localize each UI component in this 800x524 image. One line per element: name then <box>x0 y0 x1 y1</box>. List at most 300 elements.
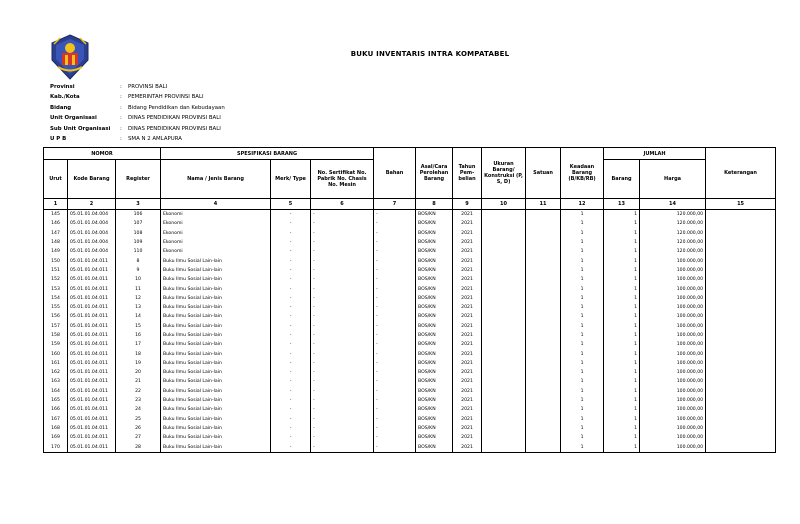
cell-ukuran <box>482 303 526 312</box>
table-row <box>44 247 776 256</box>
cell-nama-barang: Buku Ilmu Sosial Lain-lain <box>161 266 271 275</box>
cell-urut: 155 <box>44 303 68 312</box>
cell-keterangan <box>706 415 776 424</box>
column-number: 10 <box>482 199 526 210</box>
cell-harga: 100.000,00 <box>640 377 706 386</box>
cell-keadaan: 1 <box>561 359 604 368</box>
cell-register: 15 <box>116 322 161 331</box>
cell-register: 8 <box>116 256 161 265</box>
cell-nama-barang: Buku Ilmu Sosial Lain-lain <box>161 340 271 349</box>
cell-satuan <box>526 405 561 414</box>
cell-kode-barang: 05.01.01.04.004 <box>68 229 116 238</box>
cell-urut: 164 <box>44 387 68 396</box>
cell-satuan <box>526 340 561 349</box>
cell-ukuran <box>482 433 526 442</box>
cell-bahan: - <box>374 275 416 284</box>
cell-tahun: 2021 <box>453 247 482 256</box>
cell-bahan: - <box>374 442 416 452</box>
cell-satuan <box>526 396 561 405</box>
cell-ukuran <box>482 424 526 433</box>
info-row <box>50 92 225 102</box>
cell-asal: BOS/KN <box>416 256 453 265</box>
cell-kode-barang: 05.01.01.04.011 <box>68 331 116 340</box>
cell-tahun: 2021 <box>453 396 482 405</box>
cell-tahun: 2021 <box>453 266 482 275</box>
cell-satuan <box>526 284 561 293</box>
cell-ukuran <box>482 349 526 358</box>
header-keterangan: Keterangan <box>706 148 776 199</box>
column-number: 13 <box>604 199 640 210</box>
cell-kode-barang: 05.01.01.04.011 <box>68 256 116 265</box>
cell-keterangan <box>706 247 776 256</box>
table-row <box>44 256 776 265</box>
cell-keterangan <box>706 229 776 238</box>
column-number: 1 <box>44 199 68 210</box>
cell-asal: BOS/KN <box>416 415 453 424</box>
cell-sertifikat: - <box>311 442 374 452</box>
cell-urut: 158 <box>44 331 68 340</box>
cell-urut: 166 <box>44 405 68 414</box>
cell-keterangan <box>706 359 776 368</box>
cell-barang: 1 <box>604 405 640 414</box>
cell-sertifikat: - <box>311 256 374 265</box>
cell-asal: BOS/KN <box>416 312 453 321</box>
table-row <box>44 210 776 220</box>
document-info <box>50 82 225 144</box>
cell-asal: BOS/KN <box>416 210 453 220</box>
column-number: 15 <box>706 199 776 210</box>
cell-urut: 153 <box>44 284 68 293</box>
cell-sertifikat: - <box>311 284 374 293</box>
info-separator: : <box>120 104 122 111</box>
cell-nama-barang: Buku Ilmu Sosial Lain-lain <box>161 368 271 377</box>
header-jumlah: JUMLAH <box>604 148 706 160</box>
cell-satuan <box>526 210 561 220</box>
cell-kode-barang: 05.01.01.04.011 <box>68 303 116 312</box>
cell-keterangan <box>706 219 776 228</box>
cell-urut: 156 <box>44 312 68 321</box>
cell-barang: 1 <box>604 284 640 293</box>
cell-ukuran <box>482 396 526 405</box>
cell-urut: 157 <box>44 322 68 331</box>
cell-tahun: 2021 <box>453 238 482 247</box>
cell-kode-barang: 05.01.01.04.011 <box>68 312 116 321</box>
info-row <box>50 113 225 123</box>
cell-register: 17 <box>116 340 161 349</box>
cell-barang: 1 <box>604 210 640 220</box>
cell-barang: 1 <box>604 396 640 405</box>
cell-barang: 1 <box>604 433 640 442</box>
cell-keadaan: 1 <box>561 247 604 256</box>
table-row <box>44 294 776 303</box>
cell-asal: BOS/KN <box>416 424 453 433</box>
cell-merk: - <box>271 405 311 414</box>
cell-asal: BOS/KN <box>416 331 453 340</box>
column-number: 5 <box>271 199 311 210</box>
table-row <box>44 396 776 405</box>
cell-bahan: - <box>374 284 416 293</box>
cell-tahun: 2021 <box>453 442 482 452</box>
cell-barang: 1 <box>604 387 640 396</box>
cell-nama-barang: Buku Ilmu Sosial Lain-lain <box>161 256 271 265</box>
cell-kode-barang: 05.01.01.04.011 <box>68 377 116 386</box>
cell-ukuran <box>482 284 526 293</box>
cell-kode-barang: 05.01.01.04.011 <box>68 340 116 349</box>
cell-sertifikat: - <box>311 359 374 368</box>
cell-bahan: - <box>374 312 416 321</box>
cell-keadaan: 1 <box>561 415 604 424</box>
cell-nama-barang: Buku Ilmu Sosial Lain-lain <box>161 405 271 414</box>
cell-bahan: - <box>374 331 416 340</box>
cell-urut: 170 <box>44 442 68 452</box>
cell-satuan <box>526 247 561 256</box>
cell-barang: 1 <box>604 256 640 265</box>
cell-tahun: 2021 <box>453 322 482 331</box>
info-label: Unit Organisasi <box>50 115 97 122</box>
cell-satuan <box>526 238 561 247</box>
cell-keterangan <box>706 210 776 220</box>
cell-sertifikat: - <box>311 247 374 256</box>
cell-urut: 165 <box>44 396 68 405</box>
cell-kode-barang: 05.01.01.04.011 <box>68 368 116 377</box>
table-row <box>44 377 776 386</box>
info-label: Provinsi <box>50 84 75 90</box>
cell-register: 26 <box>116 424 161 433</box>
cell-asal: BOS/KN <box>416 340 453 349</box>
cell-nama-barang: Ekonomi <box>161 238 271 247</box>
cell-tahun: 2021 <box>453 368 482 377</box>
table-row <box>44 322 776 331</box>
cell-merk: - <box>271 256 311 265</box>
cell-ukuran <box>482 256 526 265</box>
cell-harga: 100.000,00 <box>640 284 706 293</box>
cell-harga: 100.000,00 <box>640 424 706 433</box>
cell-register: 25 <box>116 415 161 424</box>
cell-sertifikat: - <box>311 405 374 414</box>
cell-sertifikat: - <box>311 396 374 405</box>
cell-ukuran <box>482 294 526 303</box>
cell-ukuran <box>482 368 526 377</box>
column-number: 7 <box>374 199 416 210</box>
cell-tahun: 2021 <box>453 256 482 265</box>
table-row <box>44 238 776 247</box>
cell-asal: BOS/KN <box>416 396 453 405</box>
cell-barang: 1 <box>604 368 640 377</box>
table-row <box>44 284 776 293</box>
cell-register: 9 <box>116 266 161 275</box>
cell-keterangan <box>706 312 776 321</box>
cell-keterangan <box>706 238 776 247</box>
cell-bahan: - <box>374 210 416 220</box>
header-nama-barang: Nama / Jenis Barang <box>161 160 271 199</box>
header-kode-barang: Kode Barang <box>68 160 116 199</box>
cell-barang: 1 <box>604 377 640 386</box>
cell-bahan: - <box>374 294 416 303</box>
cell-keadaan: 1 <box>561 284 604 293</box>
cell-barang: 1 <box>604 229 640 238</box>
cell-harga: 100.000,00 <box>640 322 706 331</box>
cell-harga: 100.000,00 <box>640 442 706 452</box>
cell-merk: - <box>271 377 311 386</box>
cell-merk: - <box>271 219 311 228</box>
cell-harga: 120.000,00 <box>640 219 706 228</box>
cell-tahun: 2021 <box>453 219 482 228</box>
cell-harga: 100.000,00 <box>640 266 706 275</box>
cell-urut: 145 <box>44 210 68 220</box>
cell-bahan: - <box>374 396 416 405</box>
cell-nama-barang: Buku Ilmu Sosial Lain-lain <box>161 359 271 368</box>
info-value: DINAS PENDIDIKAN PROVINSI BALI <box>128 115 221 122</box>
cell-tahun: 2021 <box>453 331 482 340</box>
cell-tahun: 2021 <box>453 303 482 312</box>
cell-keadaan: 1 <box>561 229 604 238</box>
cell-kode-barang: 05.01.01.04.011 <box>68 359 116 368</box>
cell-sertifikat: - <box>311 210 374 220</box>
column-number: 4 <box>161 199 271 210</box>
table-row <box>44 424 776 433</box>
cell-asal: BOS/KN <box>416 349 453 358</box>
cell-register: 19 <box>116 359 161 368</box>
cell-kode-barang: 05.01.01.04.011 <box>68 294 116 303</box>
cell-satuan <box>526 229 561 238</box>
cell-keadaan: 1 <box>561 256 604 265</box>
column-number: 12 <box>561 199 604 210</box>
cell-ukuran <box>482 275 526 284</box>
cell-satuan <box>526 377 561 386</box>
cell-barang: 1 <box>604 275 640 284</box>
cell-harga: 100.000,00 <box>640 396 706 405</box>
cell-keadaan: 1 <box>561 219 604 228</box>
cell-keterangan <box>706 405 776 414</box>
cell-bahan: - <box>374 247 416 256</box>
cell-keadaan: 1 <box>561 405 604 414</box>
cell-bahan: - <box>374 266 416 275</box>
cell-ukuran <box>482 359 526 368</box>
cell-keterangan <box>706 368 776 377</box>
cell-nama-barang: Buku Ilmu Sosial Lain-lain <box>161 415 271 424</box>
column-number: 3 <box>116 199 161 210</box>
cell-harga: 100.000,00 <box>640 368 706 377</box>
info-row <box>50 103 225 113</box>
info-value: DINAS PENDIDIKAN PROVINSI BALI <box>128 125 221 132</box>
cell-urut: 151 <box>44 266 68 275</box>
cell-tahun: 2021 <box>453 424 482 433</box>
cell-sertifikat: - <box>311 312 374 321</box>
cell-keterangan <box>706 275 776 284</box>
table-row <box>44 405 776 414</box>
table-row <box>44 359 776 368</box>
cell-kode-barang: 05.01.01.04.011 <box>68 424 116 433</box>
cell-sertifikat: - <box>311 331 374 340</box>
cell-merk: - <box>271 396 311 405</box>
cell-asal: BOS/KN <box>416 229 453 238</box>
cell-merk: - <box>271 238 311 247</box>
cell-merk: - <box>271 340 311 349</box>
cell-satuan <box>526 387 561 396</box>
table-row <box>44 266 776 275</box>
cell-kode-barang: 05.01.01.04.004 <box>68 219 116 228</box>
cell-keadaan: 1 <box>561 238 604 247</box>
cell-urut: 149 <box>44 247 68 256</box>
cell-sertifikat: - <box>311 433 374 442</box>
cell-kode-barang: 05.01.01.04.011 <box>68 396 116 405</box>
cell-merk: - <box>271 284 311 293</box>
cell-keadaan: 1 <box>561 303 604 312</box>
column-number: 2 <box>68 199 116 210</box>
cell-urut: 147 <box>44 229 68 238</box>
table-row <box>44 415 776 424</box>
cell-register: 21 <box>116 377 161 386</box>
cell-asal: BOS/KN <box>416 294 453 303</box>
cell-nama-barang: Ekonomi <box>161 247 271 256</box>
cell-tahun: 2021 <box>453 275 482 284</box>
cell-sertifikat: - <box>311 303 374 312</box>
cell-ukuran <box>482 210 526 220</box>
cell-asal: BOS/KN <box>416 377 453 386</box>
table-row <box>44 229 776 238</box>
cell-barang: 1 <box>604 247 640 256</box>
cell-merk: - <box>271 331 311 340</box>
cell-register: 28 <box>116 442 161 452</box>
info-separator: : <box>120 94 122 101</box>
cell-harga: 120.000,00 <box>640 238 706 247</box>
cell-kode-barang: 05.01.01.04.011 <box>68 266 116 275</box>
cell-nama-barang: Buku Ilmu Sosial Lain-lain <box>161 275 271 284</box>
cell-ukuran <box>482 442 526 452</box>
cell-register: 106 <box>116 210 161 220</box>
cell-urut: 167 <box>44 415 68 424</box>
cell-asal: BOS/KN <box>416 247 453 256</box>
cell-kode-barang: 05.01.01.04.011 <box>68 442 116 452</box>
cell-satuan <box>526 256 561 265</box>
cell-nama-barang: Buku Ilmu Sosial Lain-lain <box>161 303 271 312</box>
cell-keadaan: 1 <box>561 340 604 349</box>
cell-satuan <box>526 424 561 433</box>
cell-keterangan <box>706 294 776 303</box>
cell-barang: 1 <box>604 331 640 340</box>
cell-merk: - <box>271 442 311 452</box>
inventory-table <box>43 147 776 453</box>
cell-asal: BOS/KN <box>416 387 453 396</box>
cell-keadaan: 1 <box>561 266 604 275</box>
info-label: U P B <box>50 136 67 143</box>
cell-bahan: - <box>374 219 416 228</box>
cell-satuan <box>526 294 561 303</box>
table-row <box>44 340 776 349</box>
cell-harga: 100.000,00 <box>640 294 706 303</box>
header-sertifikat: No. Sertifikat No. Pabrik No. Chasis No. Mesin <box>311 160 374 199</box>
cell-ukuran <box>482 377 526 386</box>
cell-kode-barang: 05.01.01.04.011 <box>68 415 116 424</box>
cell-register: 16 <box>116 331 161 340</box>
cell-keterangan <box>706 349 776 358</box>
cell-satuan <box>526 275 561 284</box>
cell-satuan <box>526 312 561 321</box>
cell-bahan: - <box>374 238 416 247</box>
cell-keadaan: 1 <box>561 396 604 405</box>
header-keadaan: Keadaan Barang (B/KB/RB) <box>561 148 604 199</box>
cell-register: 12 <box>116 294 161 303</box>
cell-nama-barang: Buku Ilmu Sosial Lain-lain <box>161 294 271 303</box>
cell-nama-barang: Buku Ilmu Sosial Lain-lain <box>161 396 271 405</box>
header-register: Register <box>116 160 161 199</box>
cell-satuan <box>526 331 561 340</box>
info-row <box>50 134 225 144</box>
cell-register: 20 <box>116 368 161 377</box>
cell-ukuran <box>482 247 526 256</box>
cell-keterangan <box>706 266 776 275</box>
cell-tahun: 2021 <box>453 284 482 293</box>
cell-ukuran <box>482 387 526 396</box>
cell-asal: BOS/KN <box>416 284 453 293</box>
cell-harga: 100.000,00 <box>640 340 706 349</box>
cell-keadaan: 1 <box>561 210 604 220</box>
cell-kode-barang: 05.01.01.04.011 <box>68 284 116 293</box>
header-row-group <box>44 148 776 160</box>
header-spesifikasi: SPESIFIKASI BARANG <box>161 148 374 160</box>
cell-nama-barang: Buku Ilmu Sosial Lain-lain <box>161 312 271 321</box>
cell-sertifikat: - <box>311 387 374 396</box>
cell-sertifikat: - <box>311 340 374 349</box>
info-row <box>50 124 225 134</box>
cell-barang: 1 <box>604 238 640 247</box>
cell-urut: 150 <box>44 256 68 265</box>
cell-keterangan <box>706 433 776 442</box>
cell-asal: BOS/KN <box>416 238 453 247</box>
cell-merk: - <box>271 424 311 433</box>
cell-keterangan <box>706 331 776 340</box>
table-row <box>44 275 776 284</box>
cell-nama-barang: Ekonomi <box>161 210 271 220</box>
cell-urut: 169 <box>44 433 68 442</box>
table-row <box>44 442 776 452</box>
cell-register: 11 <box>116 284 161 293</box>
cell-harga: 100.000,00 <box>640 275 706 284</box>
info-separator: : <box>120 136 122 143</box>
cell-keadaan: 1 <box>561 387 604 396</box>
header-satuan: Satuan <box>526 148 561 199</box>
table-row <box>44 368 776 377</box>
cell-tahun: 2021 <box>453 312 482 321</box>
cell-merk: - <box>271 266 311 275</box>
cell-register: 27 <box>116 433 161 442</box>
column-number-row <box>44 199 776 210</box>
cell-merk: - <box>271 210 311 220</box>
table-row <box>44 303 776 312</box>
cell-keadaan: 1 <box>561 424 604 433</box>
cell-register: 107 <box>116 219 161 228</box>
cell-harga: 100.000,00 <box>640 387 706 396</box>
cell-bahan: - <box>374 368 416 377</box>
cell-ukuran <box>482 312 526 321</box>
cell-sertifikat: - <box>311 415 374 424</box>
cell-urut: 159 <box>44 340 68 349</box>
cell-sertifikat: - <box>311 294 374 303</box>
cell-tahun: 2021 <box>453 359 482 368</box>
header-ukuran: Ukuran Barang/ Konstruksi (P, S, D) <box>482 148 526 199</box>
cell-harga: 100.000,00 <box>640 415 706 424</box>
column-number: 14 <box>640 199 706 210</box>
cell-sertifikat: - <box>311 322 374 331</box>
header-merk: Merk/ Type <box>271 160 311 199</box>
cell-ukuran <box>482 405 526 414</box>
cell-kode-barang: 05.01.01.04.011 <box>68 349 116 358</box>
info-value: PEMERINTAH PROVINSI BALI <box>128 94 204 101</box>
cell-tahun: 2021 <box>453 210 482 220</box>
cell-ukuran <box>482 322 526 331</box>
info-row <box>50 82 225 92</box>
cell-keterangan <box>706 377 776 386</box>
